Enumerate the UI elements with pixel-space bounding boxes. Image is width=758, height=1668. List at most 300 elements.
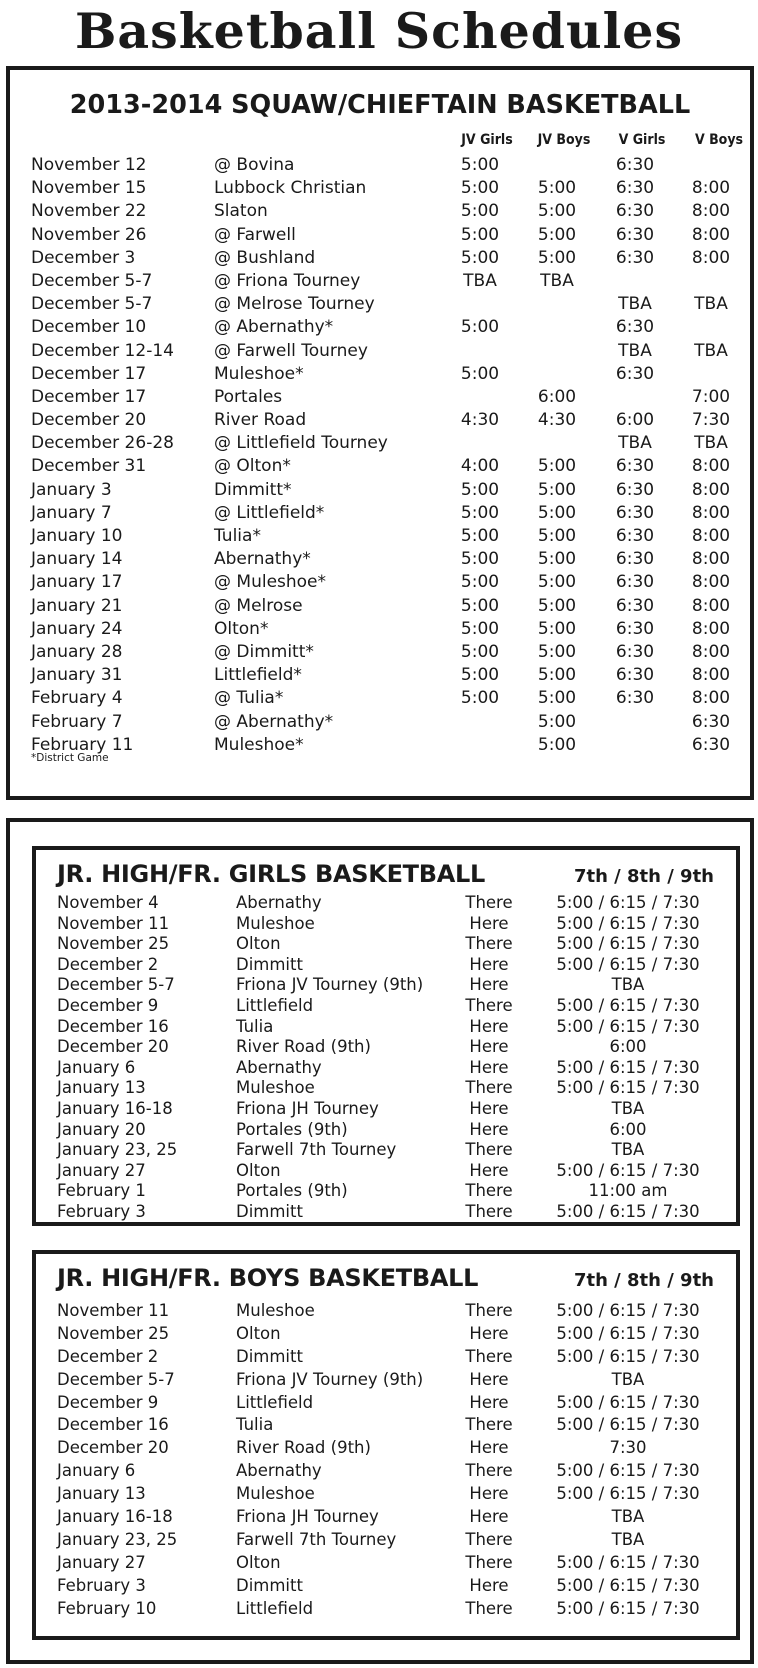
game-date: January 21 [31,595,123,616]
game-date: December 20 [31,410,147,431]
game-opponent: Muleshoe [236,1078,315,1098]
game-time: 6:00 [609,1119,647,1139]
game-date: January 7 [31,502,112,523]
game-time: 7:30 [609,1438,647,1458]
game-opponent: @ Farwell Tourney [214,340,368,361]
game-date: December 2 [57,1346,159,1366]
game-time: 5:00 / 6:15 / 7:30 [556,1392,700,1412]
game-opponent: @ Littlefield Tourney [214,433,388,454]
game-date: November 26 [31,224,147,245]
game-time-v-girls: TBA [618,340,652,361]
table-row [10,571,750,594]
game-time-v-boys: 8:00 [691,595,731,616]
game-time-jv-boys: 5:00 [537,665,577,686]
table-row [10,687,750,710]
game-date: December 26-28 [31,433,174,454]
game-location: There [465,1181,513,1201]
jh-girls-game-list [36,893,736,1223]
game-date: February 10 [57,1598,157,1618]
jh-girls-title: JR. HIGH/FR. GIRLS BASKETBALL [57,860,485,888]
game-time: 5:00 / 6:15 / 7:30 [556,1346,700,1366]
table-row [36,1161,736,1182]
game-opponent: @ Tulia* [214,688,284,709]
game-time: 5:00 / 6:15 / 7:30 [556,1484,700,1504]
game-time-v-girls: 6:30 [615,502,655,523]
game-opponent: Littlefield [236,1392,314,1412]
game-time-jv-boys: 5:00 [537,456,577,477]
game-time-jv-boys: 6:00 [537,386,577,407]
game-time: TBA [611,1529,645,1549]
game-time-v-boys: 8:00 [691,201,731,222]
game-opponent: @ Abernathy* [214,711,334,732]
game-time-jv-boys: 5:00 [537,178,577,199]
game-opponent: Dimmitt* [214,479,292,500]
game-opponent: Dimmitt [236,954,303,974]
game-time-jv-girls: 5:00 [460,572,500,593]
table-row [36,1202,736,1223]
col-header-jv-boys: JV Boys [537,132,591,148]
table-row [10,432,750,455]
table-row [10,409,750,432]
game-time: 5:00 / 6:15 / 7:30 [556,1201,700,1221]
page-title: Basketball Schedules [74,2,684,60]
game-time-v-boys: 6:30 [691,711,731,732]
table-row [36,1392,736,1415]
game-location: Here [469,1438,509,1458]
game-location: Here [469,1392,509,1412]
table-row [10,595,750,618]
game-time: 5:00 / 6:15 / 7:30 [556,1160,700,1180]
varsity-schedule-box [6,66,754,800]
game-time: 5:00 / 6:15 / 7:30 [556,1552,700,1572]
game-time-jv-girls: 5:00 [460,201,500,222]
game-date: February 4 [31,688,123,709]
game-date: January 20 [57,1119,146,1139]
game-time: 5:00 / 6:15 / 7:30 [556,954,700,974]
game-time: 5:00 / 6:15 / 7:30 [556,934,700,954]
game-time-jv-girls: 5:00 [460,155,500,175]
game-location: There [465,1529,513,1549]
game-time-v-boys: 8:00 [691,502,731,523]
table-row [36,1529,736,1552]
game-time-jv-boys: 5:00 [537,526,577,546]
game-time: TBA [611,1369,645,1389]
game-opponent: @ Muleshoe* [214,572,327,593]
game-time-jv-boys: 5:00 [537,734,577,755]
game-time-jv-boys: 5:00 [537,711,577,732]
game-location: There [465,1552,513,1572]
game-date: December 9 [57,1392,159,1412]
game-date: December 10 [31,317,147,338]
table-row [10,270,750,293]
game-opponent: Portales [214,386,283,407]
jh-boys-game-list [36,1300,736,1620]
game-date: December 20 [57,1438,169,1458]
col-header-jv-girls: JV Girls [461,132,513,148]
game-opponent: River Road (9th) [236,1037,371,1057]
game-opponent: Abernathy* [214,549,311,570]
table-row [36,1414,736,1437]
table-row [10,734,750,757]
game-opponent: @ Bushland [214,247,316,268]
game-location: There [465,1461,513,1481]
game-date: January 17 [31,572,123,593]
game-time-v-boys: 7:30 [691,410,731,431]
game-location: Here [469,1057,509,1077]
game-location: Here [469,1575,509,1595]
game-time-jv-boys: 5:00 [537,572,577,593]
game-date: January 6 [57,1057,136,1077]
game-time-v-girls: 6:00 [615,410,655,431]
table-row [10,548,750,571]
game-time-jv-girls: 5:00 [460,665,500,686]
game-date: January 23, 25 [57,1140,178,1160]
game-time: 6:00 [609,1037,647,1057]
game-time-jv-girls: 5:00 [460,363,500,384]
game-time-jv-girls: 5:00 [460,502,500,523]
game-location: Here [469,1016,509,1036]
game-location: There [465,934,513,954]
game-time-jv-girls: TBA [463,270,497,291]
game-opponent: @ Littlefield* [214,502,325,523]
game-time-v-boys: TBA [694,433,728,454]
game-time-v-girls: TBA [618,294,652,315]
game-time-v-boys: TBA [694,340,728,361]
game-date: January 16-18 [57,1098,173,1118]
game-date: January 10 [31,526,123,546]
game-time-jv-boys: 5:00 [537,688,577,709]
table-row [36,955,736,976]
game-time-jv-boys: 5:00 [537,549,577,570]
game-time: TBA [611,975,645,995]
game-location: Here [469,1160,509,1180]
game-location: Here [469,1507,509,1527]
game-opponent: Muleshoe [236,1484,315,1504]
game-time-jv-boys: 5:00 [537,247,577,268]
game-time-v-girls: 6:30 [615,201,655,222]
game-time-jv-boys: 4:30 [537,410,577,431]
game-date: December 5-7 [31,270,153,291]
game-time: 5:00 / 6:15 / 7:30 [556,1575,700,1595]
jh-girls-schedule-box [32,846,740,1226]
game-date: November 25 [57,934,170,954]
game-time-v-girls: TBA [618,433,652,454]
jh-boys-schedule-box [32,1250,740,1640]
table-row [10,386,750,409]
table-row [36,893,736,914]
game-opponent: Dimmitt [236,1201,303,1221]
game-opponent: Lubbock Christian [214,178,367,199]
game-date: January 6 [57,1461,136,1481]
varsity-schedule-title: 2013-2014 SQUAW/CHIEFTAIN BASKETBALL [69,90,691,120]
game-date: January 31 [31,665,123,686]
table-row [36,1181,736,1202]
game-date: February 3 [57,1575,146,1595]
district-game-footnote: *District Game [31,752,109,764]
game-time-v-girls: 6:30 [615,665,655,686]
game-location: Here [469,1484,509,1504]
game-opponent: Friona JV Tourney (9th) [236,975,424,995]
table-row [36,914,736,935]
game-time-v-girls: 6:30 [615,247,655,268]
game-opponent: Olton [236,934,281,954]
table-row [36,975,736,996]
game-opponent: @ Dimmitt* [214,641,314,662]
game-date: December 17 [31,363,147,384]
table-row [10,479,750,502]
game-time-v-boys: 8:00 [691,688,731,709]
game-time-v-boys: 8:00 [691,224,731,245]
game-opponent: Dimmitt [236,1346,303,1366]
table-row [10,200,750,223]
game-time-v-boys: 8:00 [691,247,731,268]
game-time-v-girls: 6:30 [615,688,655,709]
table-row [36,1140,736,1161]
game-time: TBA [611,1140,645,1160]
game-time-v-boys: 8:00 [691,618,731,639]
game-opponent: Muleshoe [236,913,315,933]
game-time-v-girls: 6:30 [615,526,655,546]
game-date: November 12 [31,155,147,175]
game-time-v-girls: 6:30 [615,572,655,593]
game-opponent: Dimmitt [236,1575,303,1595]
game-opponent: Abernathy [236,1057,322,1077]
game-date: January 24 [31,618,123,639]
game-time-v-boys: 6:30 [691,734,731,755]
table-row [10,293,750,316]
game-location: There [465,1598,513,1618]
game-time-v-boys: 8:00 [691,456,731,477]
game-opponent: Olton [236,1552,281,1572]
game-date: January 27 [57,1552,146,1572]
table-row [36,934,736,955]
game-time-v-girls: 6:30 [615,224,655,245]
game-opponent: Portales (9th) [236,1119,348,1139]
game-opponent: @ Bovina [214,155,295,175]
game-opponent: Muleshoe* [214,734,304,755]
table-row [36,1300,736,1323]
table-row [10,502,750,525]
game-opponent: Farwell 7th Tourney [236,1529,397,1549]
game-opponent: @ Melrose [214,595,303,616]
game-date: November 11 [57,1301,170,1320]
game-time-jv-girls: 4:00 [460,456,500,477]
game-time-jv-girls: 5:00 [460,526,500,546]
table-row [36,1552,736,1575]
game-date: November 11 [57,913,170,933]
game-date: January 14 [31,549,123,570]
game-location: There [465,1078,513,1098]
game-time-v-girls: 6:30 [615,456,655,477]
game-time-v-girls: 6:30 [615,155,655,175]
table-row [10,340,750,363]
table-row [36,1120,736,1141]
game-location: Here [469,913,509,933]
table-row [10,316,750,339]
game-time-jv-girls: 5:00 [460,688,500,709]
game-time-jv-boys: 5:00 [537,224,577,245]
game-date: January 27 [57,1160,146,1180]
game-opponent: Littlefield [236,995,314,1015]
game-opponent: @ Melrose Tourney [214,294,375,315]
game-time: 5:00 / 6:15 / 7:30 [556,1461,700,1481]
jh-girls-grades: 7th / 8th / 9th [573,866,714,887]
game-location: Here [469,954,509,974]
col-header-v-girls: V Girls [618,132,666,148]
table-row [10,525,750,548]
game-time: TBA [611,1507,645,1527]
game-time: 5:00 / 6:15 / 7:30 [556,1016,700,1036]
game-time-v-girls: 6:30 [615,549,655,570]
game-opponent: Olton [236,1323,281,1343]
game-time-jv-girls: 5:00 [460,641,500,662]
game-date: February 7 [31,711,123,732]
table-row [10,154,750,177]
game-opponent: Slaton [214,201,268,222]
game-time-jv-girls: 5:00 [460,479,500,500]
game-time: 5:00 / 6:15 / 7:30 [556,1323,700,1343]
table-row [36,1346,736,1369]
game-opponent: Abernathy [236,893,322,912]
table-row [10,177,750,200]
game-time-jv-girls: 5:00 [460,247,500,268]
game-date: November 15 [31,178,147,199]
game-time-v-boys: 8:00 [691,178,731,199]
game-time-jv-girls: 4:30 [460,410,500,431]
game-time-jv-girls: 5:00 [460,178,500,199]
game-date: December 17 [31,386,147,407]
game-time: 5:00 / 6:15 / 7:30 [556,1598,700,1618]
game-time: TBA [611,1098,645,1118]
jh-boys-title: JR. HIGH/FR. BOYS BASKETBALL [57,1264,479,1292]
game-opponent: Friona JH Tourney [236,1507,379,1527]
game-time-v-boys: 8:00 [691,665,731,686]
game-time-v-boys: 8:00 [691,572,731,593]
game-time-jv-boys: 5:00 [537,479,577,500]
table-row [10,618,750,641]
game-opponent: Tulia [236,1016,274,1036]
table-row [10,363,750,386]
game-date: December 16 [57,1016,169,1036]
game-date: January 23, 25 [57,1529,178,1549]
game-opponent: Abernathy [236,1461,322,1481]
game-date: November 4 [57,893,159,912]
game-time: 5:00 / 6:15 / 7:30 [556,1301,700,1320]
game-time-v-girls: 6:30 [615,595,655,616]
jh-boys-grades: 7th / 8th / 9th [573,1270,714,1291]
game-time-jv-girls: 5:00 [460,224,500,245]
game-opponent: Olton [236,1160,281,1180]
game-date: January 28 [31,641,123,662]
game-opponent: Portales (9th) [236,1181,348,1201]
game-opponent: @ Farwell [214,224,296,245]
game-opponent: Muleshoe* [214,363,304,384]
game-time: 5:00 / 6:15 / 7:30 [556,995,700,1015]
game-date: November 25 [57,1323,170,1343]
game-location: Here [469,1037,509,1057]
game-time-v-girls: 6:30 [615,479,655,500]
table-row [10,247,750,270]
game-time: 5:00 / 6:15 / 7:30 [556,913,700,933]
game-date: December 5-7 [57,975,175,995]
table-row [36,1437,736,1460]
game-date: December 9 [57,995,159,1015]
game-date: February 11 [31,734,134,755]
game-location: Here [469,1119,509,1139]
table-row [36,996,736,1017]
table-row [10,641,750,664]
game-time-v-girls: 6:30 [615,317,655,338]
table-row [10,711,750,734]
game-location: Here [469,975,509,995]
game-date: December 12-14 [31,340,174,361]
game-time-jv-boys: 5:00 [537,641,577,662]
game-time: 5:00 / 6:15 / 7:30 [556,1057,700,1077]
table-row [36,1575,736,1598]
game-opponent: @ Abernathy* [214,317,334,338]
game-date: December 5-7 [57,1369,175,1389]
table-row [36,1017,736,1038]
game-time: 5:00 / 6:15 / 7:30 [556,1078,700,1098]
game-location: Here [469,1098,509,1118]
game-location: Here [469,1369,509,1389]
game-location: There [465,1346,513,1366]
table-row [36,1483,736,1506]
game-time-v-girls: 6:30 [615,178,655,199]
table-row [10,664,750,687]
game-opponent: Friona JH Tourney [236,1098,379,1118]
game-opponent: River Road [214,410,307,431]
game-time-v-girls: 6:30 [615,618,655,639]
game-time-v-boys: 8:00 [691,479,731,500]
game-time-jv-boys: 5:00 [537,618,577,639]
game-location: There [465,1201,513,1221]
table-row [36,1099,736,1120]
game-time-v-boys: 8:00 [691,526,731,546]
game-opponent: @ Olton* [214,456,291,477]
game-date: December 16 [57,1415,169,1435]
game-time-v-girls: 6:30 [615,641,655,662]
game-opponent: Friona JV Tourney (9th) [236,1369,424,1389]
game-time-jv-boys: 5:00 [537,502,577,523]
game-date: December 20 [57,1037,169,1057]
col-header-v-boys: V Boys [694,132,744,148]
game-opponent: River Road (9th) [236,1438,371,1458]
table-row [36,1323,736,1346]
table-row [36,1369,736,1392]
junior-high-box [6,818,754,1664]
game-opponent: Tulia* [214,526,261,546]
varsity-game-list [10,154,750,757]
game-date: December 5-7 [31,294,153,315]
game-time-v-boys: 7:00 [691,386,731,407]
game-opponent: Tulia [236,1415,274,1435]
game-date: January 3 [31,479,112,500]
game-date: November 22 [31,201,147,222]
game-date: December 2 [57,954,159,974]
game-location: There [465,1301,513,1320]
game-time-jv-girls: 5:00 [460,317,500,338]
game-time: 5:00 / 6:15 / 7:30 [556,1415,700,1435]
game-date: December 31 [31,456,147,477]
game-time-jv-boys: 5:00 [537,595,577,616]
game-time-v-boys: TBA [694,294,728,315]
game-time: 5:00 / 6:15 / 7:30 [556,893,700,912]
game-date: January 13 [57,1078,146,1098]
table-row [36,1598,736,1621]
game-location: There [465,893,513,912]
game-time-v-girls: 6:30 [615,363,655,384]
